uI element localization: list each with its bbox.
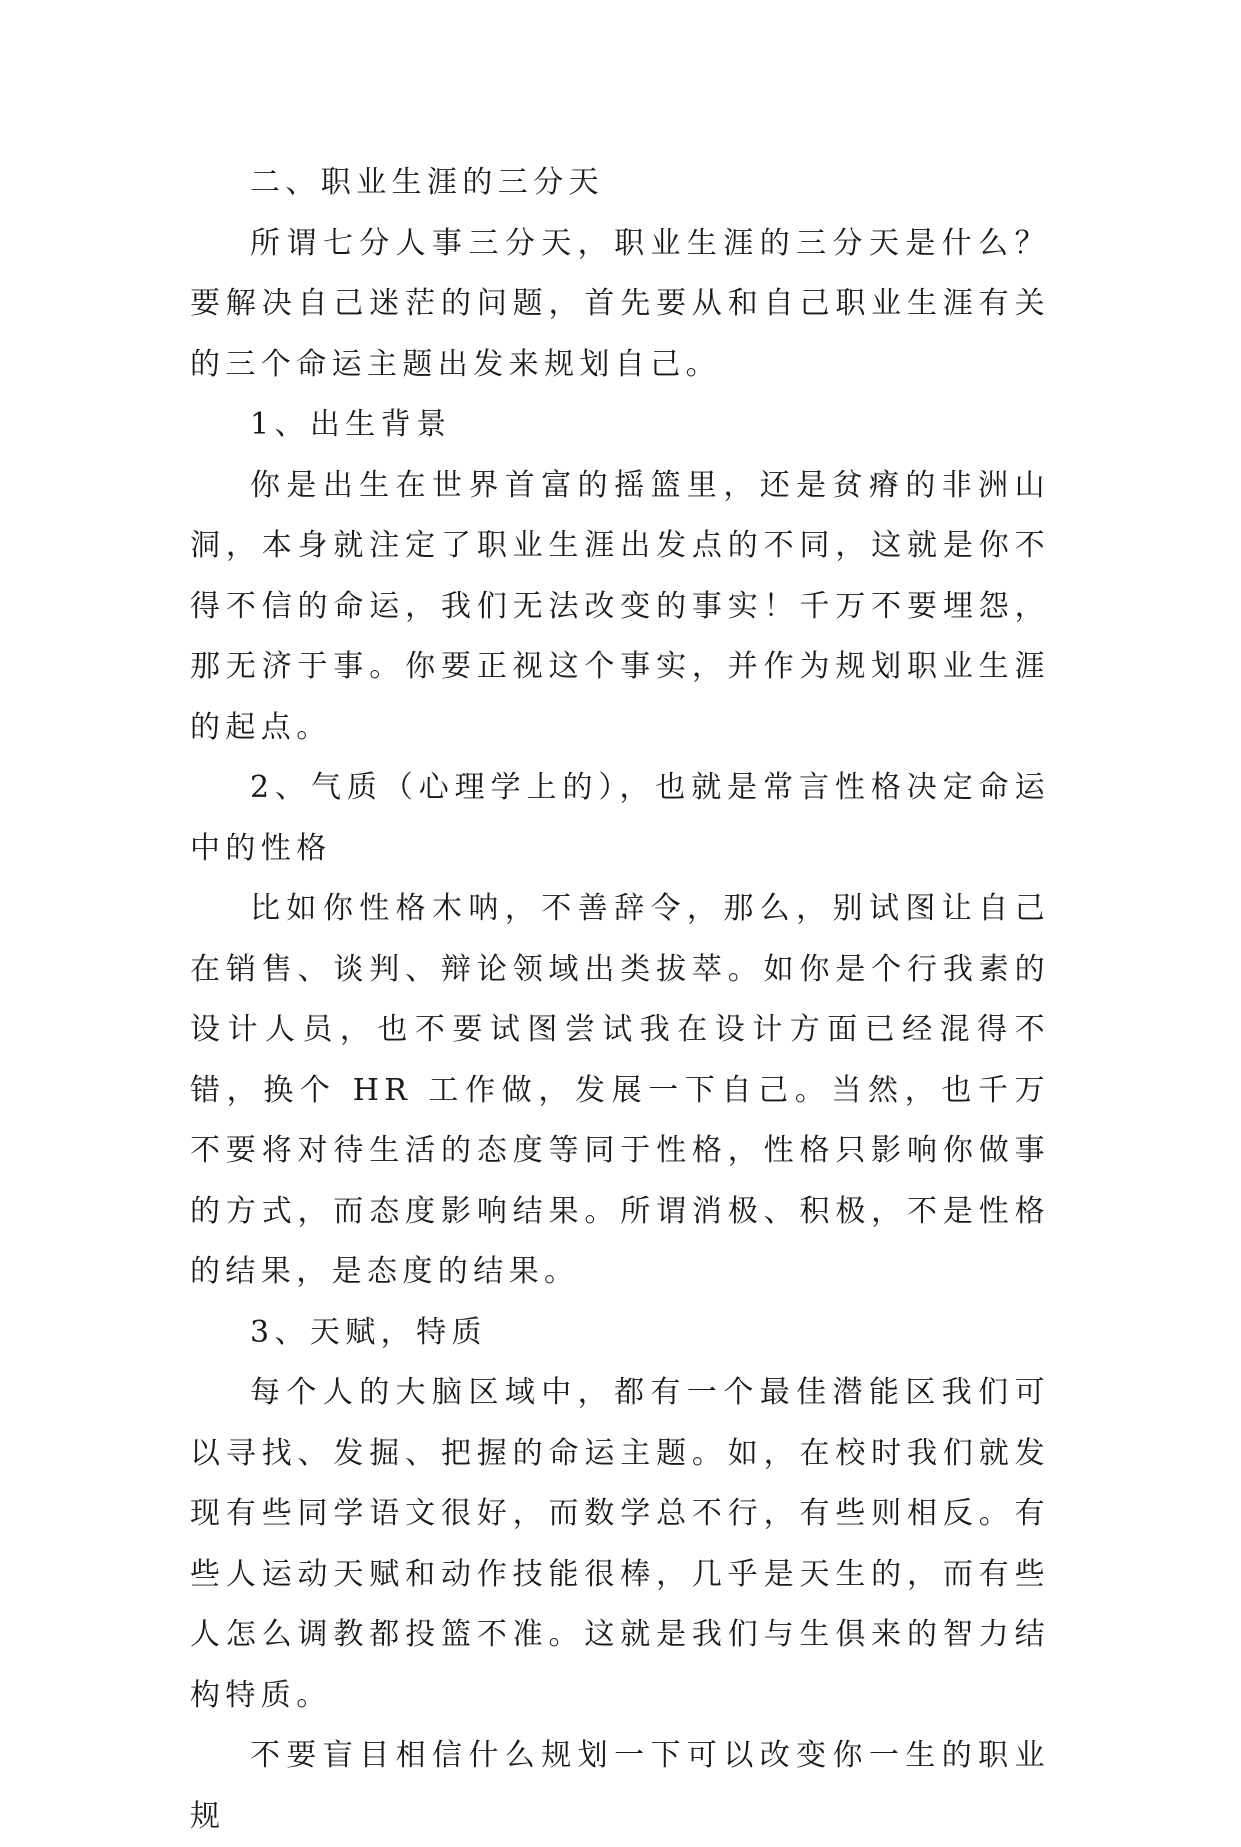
subsection-heading: 2、气质（心理学上的），也就是常言性格决定命运中的性格	[190, 770, 1050, 866]
subsection-heading: 1、出生背景	[250, 407, 452, 442]
body-paragraph: 比如你性格木呐，不善辞令，那么，别试图让自己在销售、谈判、辩论领域出类拔萃。如你是个行我素的设计人员，也不要试图尝试我在设计方面已经混得不错，换个 HR 工作做，发展一下自己。当然，也千万不要将对待生活的态度等同于性格，性格只影响你做事的方式，而态度影响结果。所谓消极、积极，不是性格的结果，是态度的结果。	[190, 891, 1050, 1289]
body-paragraph: 你是出生在世界首富的摇篮里，还是贫瘠的非洲山洞，本身就注定了职业生涯出发点的不同，这就是你不得不信的命运，我们无法改变的事实！千万不要埋怨，那无济于事。你要正视这个事实，并作为规划职业生涯的起点。	[190, 467, 1050, 745]
body-paragraph: 不要盲目相信什么规划一下可以改变你一生的职业规	[190, 1738, 1050, 1834]
body-paragraph: 所谓七分人事三分天，职业生涯的三分天是什么？要解决自己迷茫的问题，首先要从和自己职业生涯有关的三个命运主题出发来规划自己。	[190, 225, 1050, 382]
section-heading: 二、职业生涯的三分天	[250, 165, 604, 200]
body-paragraph: 每个人的大脑区域中，都有一个最佳潜能区我们可以寻找、发掘、把握的命运主题。如，在校时我们就发现有些同学语文很好，而数学总不行，有些则相反。有些人运动天赋和动作技能很棒，几乎是天生的，而有些人怎么调教都投篮不准。这就是我们与生俱来的智力结构特质。	[190, 1375, 1050, 1713]
subsection-heading: 3、天赋，特质	[250, 1314, 487, 1350]
document-page	[190, 153, 1050, 1847]
